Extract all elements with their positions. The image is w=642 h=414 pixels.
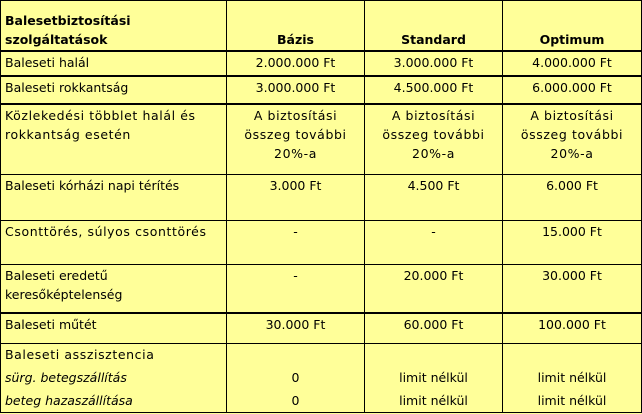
cell-optimum [503, 343, 642, 367]
cell-standard: 4.500 Ft [365, 175, 503, 221]
cell-optimum: limit nélkül [503, 367, 642, 390]
cell-optimum: 6.000.000 Ft [503, 76, 642, 104]
table-row [1, 313, 642, 343]
table-row [1, 390, 642, 413]
table-row [1, 265, 642, 313]
table-row [1, 51, 642, 76]
cell-standard [365, 343, 503, 367]
cell-optimum: limit nélkül [503, 390, 642, 413]
cell-basic: 0 [227, 367, 365, 390]
table-row [1, 343, 642, 367]
cell-standard: limit nélkül [365, 390, 503, 413]
row-label: Baleseti kórházi napi térítés [1, 175, 227, 221]
table-row [1, 175, 642, 221]
row-label: Baleseti műtét [1, 313, 227, 343]
cell-basic: 30.000 Ft [227, 313, 365, 343]
table-row [1, 76, 642, 104]
table-row [1, 104, 642, 175]
cell-optimum: 30.000 Ft [503, 265, 642, 313]
cell-standard: 20.000 Ft [365, 265, 503, 313]
row-label: sürg. betegszállítás [1, 367, 227, 390]
cell-standard: - [365, 221, 503, 265]
header-row [1, 1, 642, 51]
cell-basic: 3.000 Ft [227, 175, 365, 221]
row-label: Közlekedési többlet halál és rokkantság esetén [1, 104, 227, 175]
table-row [1, 221, 642, 265]
header-title: Balesetbiztosítási szolgáltatások [1, 1, 227, 51]
cell-basic: A biztosítási összeg további 20%-a [227, 104, 365, 175]
cell-basic: 0 [227, 390, 365, 413]
cell-basic: 3.000.000 Ft [227, 76, 365, 104]
cell-standard: 4.500.000 Ft [365, 76, 503, 104]
cell-optimum: 6.000 Ft [503, 175, 642, 221]
cell-optimum: A biztosítási összeg további 20%-a [503, 104, 642, 175]
row-label: Baleseti eredetű keresőképtelenség [1, 265, 227, 313]
cell-standard: 60.000 Ft [365, 313, 503, 343]
cell-basic: - [227, 265, 365, 313]
cell-optimum: 4.000.000 Ft [503, 51, 642, 76]
cell-standard: limit nélkül [365, 367, 503, 390]
cell-basic: 2.000.000 Ft [227, 51, 365, 76]
row-label: Baleseti rokkantság [1, 76, 227, 104]
row-label: Csonttörés, súlyos csonttörés [1, 221, 227, 265]
header-col-optimum: Optimum [503, 1, 642, 51]
cell-basic: - [227, 221, 365, 265]
cell-standard: 3.000.000 Ft [365, 51, 503, 76]
row-label: Baleseti halál [1, 51, 227, 76]
header-col-basic: Bázis [227, 1, 365, 51]
cell-optimum: 100.000 Ft [503, 313, 642, 343]
row-label: Baleseti asszisztencia [1, 343, 227, 367]
cell-basic [227, 343, 365, 367]
table-row [1, 367, 642, 390]
cell-optimum: 15.000 Ft [503, 221, 642, 265]
row-label: beteg hazaszállítása [1, 390, 227, 413]
cell-standard: A biztosítási összeg további 20%-a [365, 104, 503, 175]
header-col-standard: Standard [365, 1, 503, 51]
